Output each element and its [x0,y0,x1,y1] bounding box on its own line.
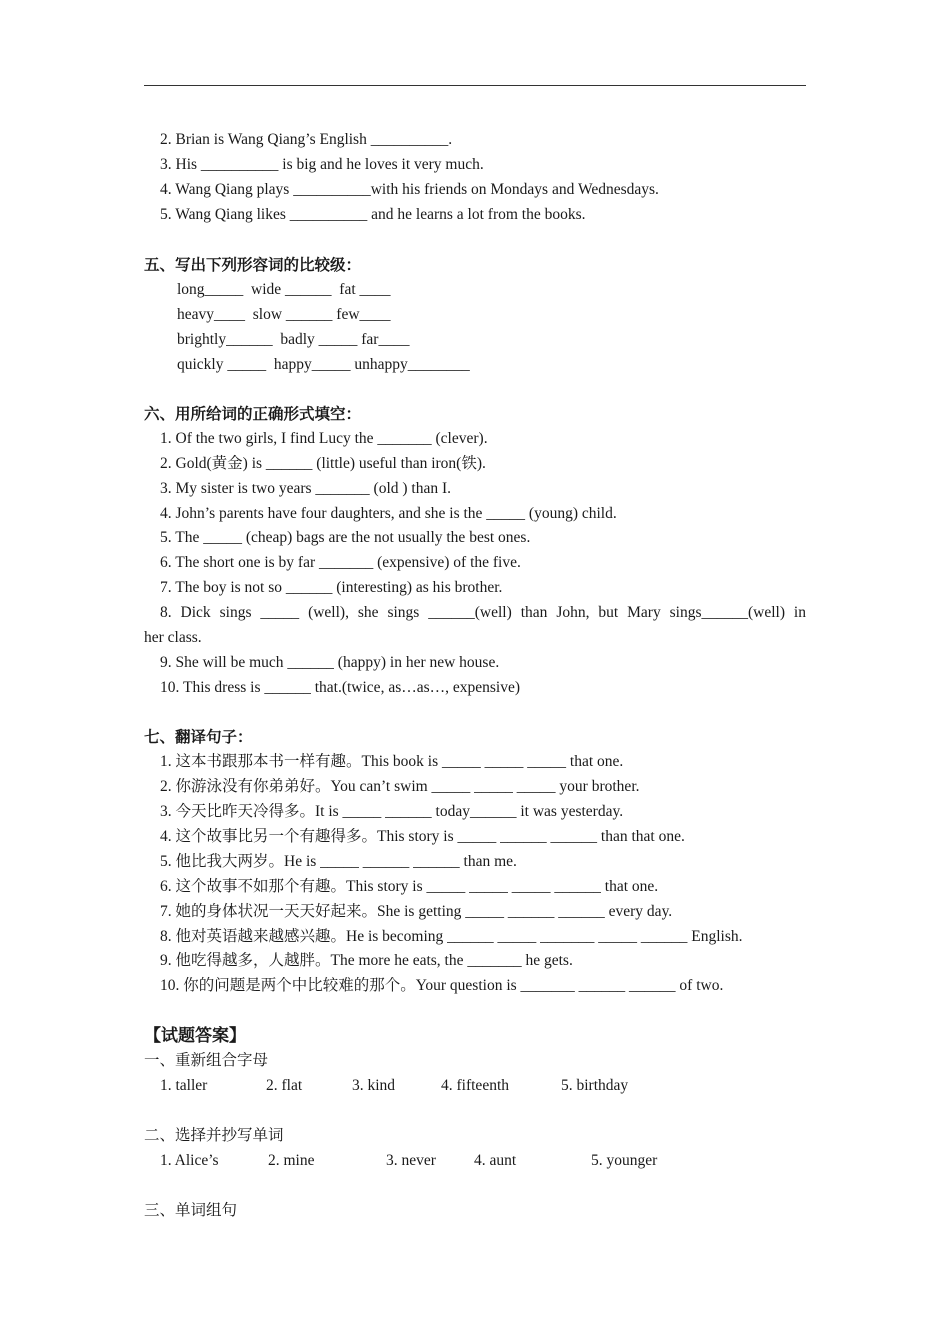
section7-item: 5. 他比我大两岁。He is _____ ______ ______ than me. [160,853,517,870]
section5-row: brightly______ badly _____ far____ [177,331,410,348]
header-rule [144,85,806,86]
section4-item-2: 2. Brian is Wang Qiang’s English __________. [160,131,453,148]
answer-item: 2. flat [266,1077,303,1094]
answers-part2-heading: 二、选择并抄写单词 [144,1127,284,1144]
section6-item: 9. She will be much ______ (happy) in her new house. [160,654,500,671]
section6-item: 1. Of the two girls, I find Lucy the _______ (clever). [160,430,488,447]
section5-row: quickly _____ happy_____ unhappy________ [177,356,470,373]
answers-title: 【试题答案】 [144,1026,246,1045]
section7-item: 9. 他吃得越多，人越胖。The more he eats, the _______ he gets. [160,952,573,969]
section5-row: long_____ wide ______ fat ____ [177,281,391,298]
section4-item-3: 3. His __________ is big and he loves it very much. [160,156,484,173]
answer-item: 5. younger [591,1152,658,1169]
section6-item: 2. Gold(黄金) is ______ (little) useful than iron(铁). [160,455,486,472]
section7-heading: 七、翻译句子： [144,729,253,746]
section4-item-4: 4. Wang Qiang plays __________with his friends on Mondays and Wednesdays. [160,181,659,198]
section6-item: 6. The short one is by far _______ (expensive) of the five. [160,554,521,571]
section5-heading: 五、写出下列形容词的比较级： [144,257,362,274]
answer-item: 3. never [386,1152,436,1169]
section5-row: heavy____ slow ______ few____ [177,306,391,323]
section6-item: 3. My sister is two years _______ (old ) than I. [160,480,452,497]
section7-item: 2. 你游泳没有你弟弟好。You can’t swim _____ _____ _____ your brother. [160,778,640,795]
section7-item: 3. 今天比昨天冷得多。It is _____ ______ today______ it was yesterday. [160,803,624,820]
answer-item: 1. taller [160,1077,208,1094]
answer-item: 2. mine [268,1152,315,1169]
section6-item: 10. This dress is ______ that.(twice, as…as…, expensive) [160,679,521,696]
section6-item-continuation: her class. [144,629,202,646]
section6-heading: 六、用所给词的正确形式填空： [144,406,362,423]
answers-part1-row [0,1076,950,1096]
answers-part2-row [0,1151,950,1171]
section6-item: 5. The _____ (cheap) bags are the not usually the best ones. [160,529,531,546]
section7-item: 8. 他对英语越来越感兴趣。He is becoming ______ _____ _______ _____ ______ English. [160,928,743,945]
section7-item: 1. 这本书跟那本书一样有趣。This book is _____ _____ _____ that one. [160,753,624,770]
section6-item: 7. The boy is not so ______ (interesting) as his brother. [160,579,503,596]
section6-item: 8. Dick sings _____ (well), she sings ______(well) than John, but Mary sings______(well) in [160,604,806,621]
answers-part3-heading: 三、单词组句 [144,1202,238,1219]
section7-item: 7. 她的身体状况一天天好起来。She is getting _____ ______ ______ every day. [160,903,673,920]
section4-item-5: 5. Wang Qiang likes __________ and he learns a lot from the books. [160,206,586,223]
section7-item: 10. 你的问题是两个中比较难的那个。Your question is _______ ______ ______ of two. [160,977,724,994]
answer-item: 4. fifteenth [441,1077,510,1094]
answer-item: 5. birthday [561,1077,629,1094]
answer-item: 4. aunt [474,1152,517,1169]
section7-item: 4. 这个故事比另一个有趣得多。This story is _____ ______ ______ than that one. [160,828,685,845]
answer-item: 3. kind [352,1077,396,1094]
section7-item: 6. 这个故事不如那个有趣。This story is _____ _____ _____ ______ that one. [160,878,659,895]
section6-item: 4. John’s parents have four daughters, and she is the _____ (young) child. [160,505,617,522]
answer-item: 1. Alice’s [160,1152,219,1169]
answers-part1-heading: 一、重新组合字母 [144,1052,269,1069]
